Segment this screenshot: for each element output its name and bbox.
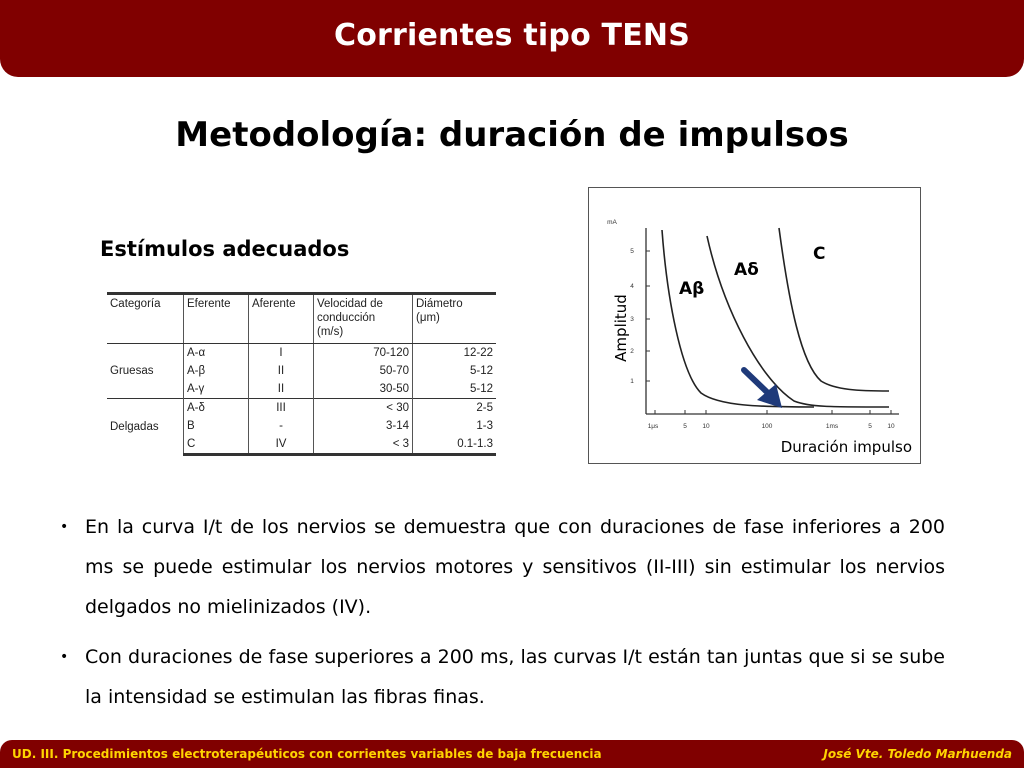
x-tick-label: 10 bbox=[887, 423, 895, 430]
header-velocity-line: Velocidad de bbox=[317, 298, 383, 310]
y-tick-label: 1 bbox=[630, 378, 634, 385]
series-label-a-delta: Aδ bbox=[734, 260, 759, 280]
bullet-item bbox=[60, 637, 945, 717]
cell-afferent: IV bbox=[249, 435, 314, 455]
header-afferent: Aferente bbox=[249, 294, 314, 344]
series-label-c: C bbox=[813, 244, 826, 264]
cell-afferent: I bbox=[249, 344, 314, 363]
cell-diameter: 5-12 bbox=[413, 362, 497, 380]
cell-diameter: 1-3 bbox=[413, 417, 497, 435]
cell-velocity: 70-120 bbox=[314, 344, 413, 363]
chart-svg bbox=[589, 188, 920, 463]
y-unit: mA bbox=[607, 219, 617, 226]
cell-diameter: 12-22 bbox=[413, 344, 497, 363]
curve-c bbox=[779, 228, 889, 391]
stimulus-label: Estímulos adecuados bbox=[100, 237, 350, 261]
cell-afferent: II bbox=[249, 380, 314, 399]
x-tick-label: 5 bbox=[683, 423, 687, 430]
cell-velocity: 3-14 bbox=[314, 417, 413, 435]
header-diameter-line: Diámetro bbox=[416, 298, 463, 310]
x-tick-label: 1ms bbox=[825, 423, 839, 430]
y-tick-label: 4 bbox=[630, 283, 634, 290]
table-row bbox=[107, 399, 496, 418]
cell-velocity: 30-50 bbox=[314, 380, 413, 399]
cell-diameter: 5-12 bbox=[413, 380, 497, 399]
cell-efferent: A-β bbox=[184, 362, 249, 380]
slide-title: Metodología: duración de impulsos bbox=[175, 115, 849, 155]
y-tick-label: 3 bbox=[630, 316, 634, 323]
header-efferent: Eferente bbox=[184, 294, 249, 344]
bullet-item bbox=[60, 507, 945, 627]
header-velocity-line: (m/s) bbox=[317, 326, 344, 338]
table-row bbox=[107, 344, 496, 363]
cell-afferent: III bbox=[249, 399, 314, 418]
y-tick-label: 2 bbox=[630, 348, 634, 355]
cell-afferent: II bbox=[249, 362, 314, 380]
strength-duration-chart bbox=[588, 187, 921, 464]
x-axis-title: Duración impulso bbox=[780, 438, 912, 456]
footer-author: José Vte. Toledo Marhuenda bbox=[823, 747, 1012, 761]
group-name: Gruesas bbox=[110, 365, 154, 377]
cell-velocity: 50-70 bbox=[314, 362, 413, 380]
header-category: Categoría bbox=[107, 294, 184, 344]
cell-efferent: C bbox=[184, 435, 249, 455]
header-banner bbox=[0, 0, 1024, 77]
bullet-list bbox=[60, 507, 945, 727]
group-name: Delgadas bbox=[107, 399, 184, 455]
bullet-marker: • bbox=[60, 649, 69, 665]
header-velocity bbox=[314, 294, 413, 344]
x-tick-label: 10 bbox=[702, 423, 710, 430]
x-tick-label: 1μs bbox=[647, 423, 659, 430]
cell-diameter: 0.1-1.3 bbox=[413, 435, 497, 455]
x-tick-label: 100 bbox=[761, 423, 773, 430]
arrow-icon bbox=[744, 370, 782, 408]
cell-efferent: A-γ bbox=[184, 380, 249, 399]
cell-afferent: - bbox=[249, 417, 314, 435]
x-tick-label: 5 bbox=[868, 423, 872, 430]
cell-efferent: A-δ bbox=[184, 399, 249, 418]
series-label-a-beta: Aβ bbox=[679, 279, 705, 299]
bullet-text: En la curva I/t de los nervios se demuestra que con duraciones de fase inferiores a 200 ms se puede estimular los nervios motores y sensitivos (II-III) sin estimular los nervios delgados no mielinizados (IV). bbox=[85, 516, 945, 618]
cell-velocity: < 3 bbox=[314, 435, 413, 455]
header-title: Corrientes tipo TENS bbox=[333, 18, 691, 53]
footer-bar bbox=[0, 740, 1024, 768]
header-diameter bbox=[413, 294, 497, 344]
cell-velocity: < 30 bbox=[314, 399, 413, 418]
cell-efferent: A-α bbox=[184, 344, 249, 363]
curve-a-beta bbox=[662, 230, 814, 407]
footer-course-title: UD. III. Procedimientos electroterapéuticos con corrientes variables de baja frecuencia bbox=[12, 747, 602, 761]
bullet-text: Con duraciones de fase superiores a 200 ms, las curvas I/t están tan juntas que si se sube la intensidad se estimulan las fibras finas. bbox=[85, 646, 945, 708]
header-diameter-line: (μm) bbox=[416, 312, 440, 324]
bullet-marker: • bbox=[60, 519, 69, 535]
cell-diameter: 2-5 bbox=[413, 399, 497, 418]
y-axis-title: Amplitud bbox=[612, 294, 630, 362]
cell-efferent: B bbox=[184, 417, 249, 435]
y-tick-label: 5 bbox=[630, 248, 634, 255]
table-header-row bbox=[107, 294, 496, 344]
header-velocity-line: conducción bbox=[317, 312, 376, 324]
fiber-table bbox=[107, 292, 496, 456]
